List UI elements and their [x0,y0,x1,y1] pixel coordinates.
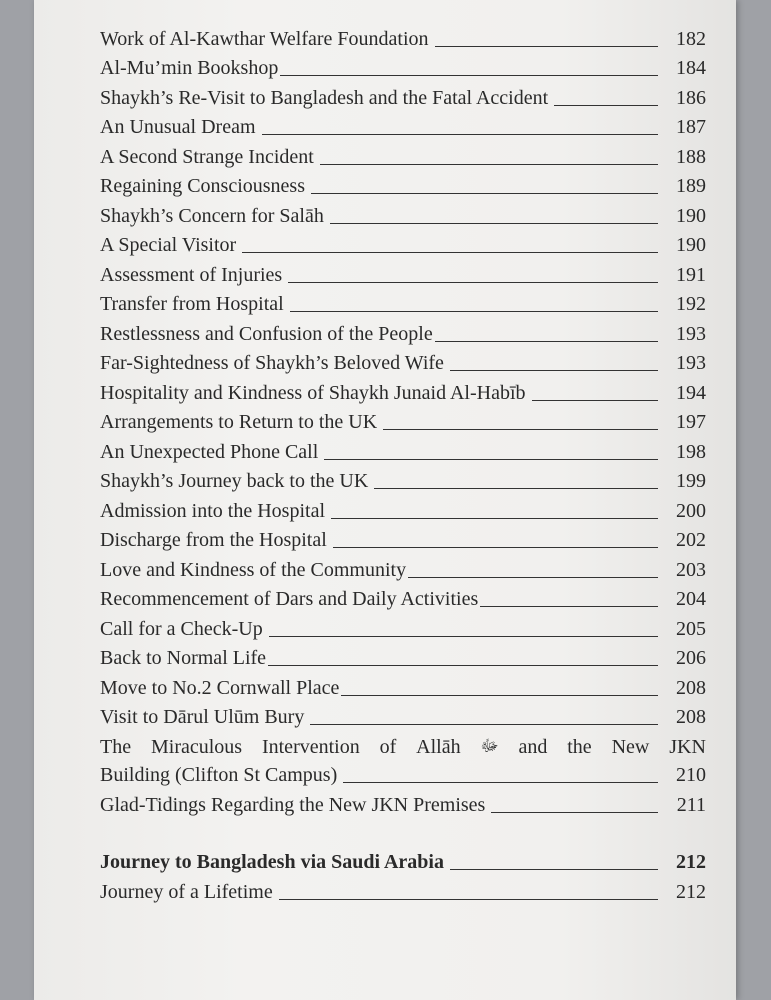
toc-entry [100,610,706,640]
toc-leader-line [450,869,658,870]
toc-entry-title: A Special Visitor [100,234,237,256]
toc-entry [100,79,706,109]
toc-section-page: 212 [676,851,706,873]
toc-leader-line [311,193,658,194]
toc-leader-line [331,518,658,519]
section-gap [100,816,706,844]
toc-entry-page: 211 [676,793,706,816]
toc-entry-title: Recommencement of Dars and Daily Activities [100,588,479,610]
toc-entry [100,374,706,404]
toc-entry-page: 182 [676,27,706,50]
toc-leader-line [333,547,658,548]
toc-leader-line [262,134,658,135]
toc-leader-line [320,164,658,165]
toc-entry-page: 200 [676,499,706,522]
toc-entry-title: Work of Al-Kawthar Welfare Foundation [100,27,429,50]
toc-leader-line [290,311,658,312]
table-of-contents [100,20,706,903]
toc-leader-line [242,252,658,253]
toc-entry [100,404,706,434]
toc-leader-line [532,400,658,401]
toc-entry [100,315,706,345]
toc-entry-page: 184 [676,57,706,79]
toc-leader-line [408,577,658,578]
toc-entry-title: Restlessness and Confusion of the People [100,322,433,345]
title-word: Allāh [416,736,461,758]
toc-entry [100,197,706,227]
toc-entry-page: 190 [676,204,706,227]
title-word: the [567,736,592,758]
toc-entry-miraculous-intervention [100,736,706,786]
title-word: and [518,736,548,758]
toc-entry-page: 194 [676,381,706,404]
toc-section-title: Journey to Bangladesh via Saudi Arabia [100,851,444,873]
toc-entry-page: 208 [676,706,706,728]
toc-entry [100,551,706,581]
toc-entry-title: Al-Mu’min Bookshop [100,57,279,79]
toc-entry-page: 210 [676,764,706,786]
toc-leader-line [383,429,658,430]
toc-entry [100,138,706,168]
title-word: JKN [669,736,706,758]
honorific-glyph: ﷻ [480,738,499,755]
toc-leader-line [435,46,658,47]
title-word: Miraculous [150,736,243,758]
toc-entry-page: 199 [676,470,706,492]
toc-entry-title: An Unusual Dream [100,116,256,138]
toc-entry [100,286,706,316]
toc-leader-line [280,75,658,76]
toc-leader-line [435,341,658,342]
toc-entry-title: Shaykh’s Journey back to the UK [100,470,369,492]
toc-entry-page: 192 [676,293,706,315]
toc-leader-line [310,724,658,725]
title-word: New [611,736,650,758]
toc-leader-line [341,695,658,696]
toc-entry-page: 187 [676,116,706,138]
toc-entry [100,786,706,816]
toc-entry-title: Glad-Tidings Regarding the New JKN Premises [100,793,486,816]
toc-entry-title: Hospitality and Kindness of Shaykh Junaid Al-Habīb [100,381,526,404]
toc-entry-page: 188 [676,145,706,168]
toc-entry [100,168,706,198]
toc-leader-line [374,488,658,489]
toc-entry [100,345,706,375]
toc-leader-line [324,459,658,460]
toc-leader-line [268,665,658,666]
toc-entry [100,699,706,729]
toc-entry [100,433,706,463]
toc-entry-title: Visit to Dārul Ulūm Bury [100,706,305,728]
toc-entry [100,256,706,286]
toc-entry-title: Arrangements to Return to the UK [100,411,378,433]
toc-entry-title: A Second Strange Incident [100,145,314,168]
toc-entry-title-line2 [100,760,706,786]
toc-entry-title: Discharge from the Hospital [100,529,327,551]
toc-leader-line [279,899,658,900]
toc-entry-title-line1 [100,736,706,760]
toc-entry-page: 208 [676,676,706,699]
toc-entry-title: Shaykh’s Concern for Salāh [100,204,324,227]
title-word: Intervention [261,736,360,758]
toc-entry-title: Admission into the Hospital [100,499,325,522]
toc-entry-page: 202 [676,529,706,551]
toc-entry-page: 212 [676,880,706,903]
toc-leader-line [491,812,658,813]
toc-leader-line [269,636,658,637]
toc-entry [100,581,706,611]
toc-entry [100,50,706,80]
toc-entry-title: An Unexpected Phone Call [100,440,319,463]
book-page [34,0,736,1000]
title-word: The [100,736,132,758]
toc-entry-title: Love and Kindness of the Community [100,558,407,581]
toc-entry-title: Regaining Consciousness [100,175,305,197]
toc-section-heading [100,844,706,874]
toc-leader-line [450,370,658,371]
toc-entry-page: 186 [676,86,706,109]
toc-entry-title: Move to No.2 Cornwall Place [100,676,340,699]
toc-entry [100,522,706,552]
toc-leader-line [343,782,658,783]
toc-entry-title: Call for a Check-Up [100,617,263,640]
toc-entry [100,227,706,257]
toc-leader-line [330,223,658,224]
toc-entry-page: 203 [676,558,706,581]
toc-leader-line [288,282,658,283]
toc-leader-line [480,606,658,607]
toc-entry [100,492,706,522]
toc-entry-title: Transfer from Hospital [100,293,284,315]
toc-entry [100,669,706,699]
toc-entry-page: 204 [676,588,706,610]
toc-entry-title: Far-Sightedness of Shaykh’s Beloved Wife [100,352,444,374]
toc-entry-title: Assessment of Injuries [100,263,283,286]
toc-entry [100,873,706,903]
toc-entry-page: 193 [676,352,706,374]
toc-leader-line [554,105,658,106]
toc-entry-title: Building (Clifton St Campus) [100,764,338,786]
toc-entry-title: Journey of a Lifetime [100,880,273,903]
toc-entry-page: 190 [676,234,706,256]
toc-entry-page: 197 [676,411,706,433]
toc-entry-title: Back to Normal Life [100,647,267,669]
toc-entry [100,640,706,670]
title-word: of [379,736,397,758]
toc-entry-page: 205 [676,617,706,640]
toc-entry [100,463,706,493]
toc-entry [100,109,706,139]
toc-entry-page: 193 [676,322,706,345]
toc-entry-page: 191 [676,263,706,286]
toc-entry [100,20,706,50]
toc-entry-page: 206 [676,647,706,669]
toc-entry-page: 189 [676,175,706,197]
toc-entry-page: 198 [676,440,706,463]
toc-entry-title: Shaykh’s Re-Visit to Bangladesh and the Fatal Accident [100,86,549,109]
